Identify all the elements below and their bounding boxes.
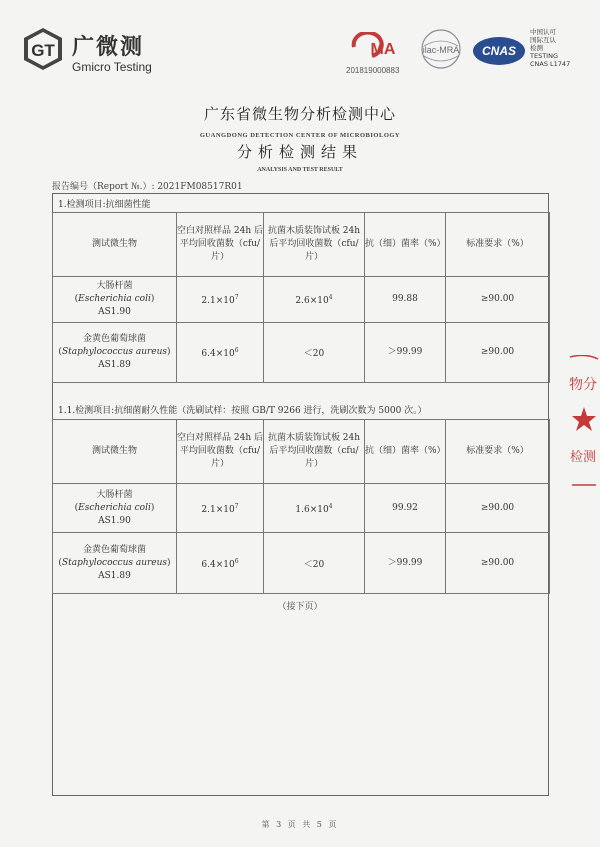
- rate-cell: 99.88: [365, 277, 446, 323]
- ilac-mra-mark: [414, 28, 468, 74]
- organism-cell: 金黄色葡萄球菌 (Staphylococcus aureus) AS1.89: [53, 533, 177, 594]
- header-cell: 抗（细）菌率（%）: [365, 213, 446, 277]
- section-title: 1.1.检测项目:抗细菌耐久性能（洗刷试样：按照 GB/T 9266 进行，洗刷次数为 5000 次。）: [58, 406, 427, 416]
- header-cell: 测试微生物: [53, 420, 177, 484]
- result-title-en: ANALYSIS AND TEST RESULT: [257, 167, 343, 173]
- header-cell: 空白对照样品 24h 后平均回收菌数（cfu/片）: [177, 420, 264, 484]
- svg-text:MA: MA: [370, 41, 396, 58]
- standard-cell: ≥90.00: [446, 533, 550, 594]
- header-cell: 空白对照样品 24h 后平均回收菌数（cfu/片）: [177, 213, 264, 277]
- page-number: 第 3 页 共 5 页: [261, 820, 339, 829]
- table-row: [53, 323, 550, 383]
- svg-text:GT: GT: [31, 41, 55, 60]
- organism-cell: 大肠杆菌 (Escherichia coli) AS1.90: [53, 484, 177, 533]
- svg-text:ilac-MRA: ilac-MRA: [422, 45, 460, 55]
- rate-cell: 99.92: [365, 484, 446, 533]
- rate-cell: ＞99.99: [365, 323, 446, 383]
- cnas-mark: [472, 36, 526, 66]
- official-seal: [566, 355, 600, 490]
- sample-count-cell: $2.6\times 10^4$: [264, 277, 365, 323]
- cma-number: 201819000883: [346, 66, 400, 75]
- section-title: 1.检测项目:抗细菌性能: [58, 200, 151, 210]
- organism-cell: 大肠杆菌 (Escherichia coli) AS1.90: [53, 277, 177, 323]
- sample-count-cell: ＜20: [264, 323, 365, 383]
- cnas-accreditation-text: 中国认可 国际互认 检测 TESTING CNAS L1747: [530, 28, 571, 68]
- sample-count-cell: $1.6\times 10^4$: [264, 484, 365, 533]
- gmicro-logo: [20, 26, 66, 72]
- header-cell: 抗（细）菌率（%）: [365, 420, 446, 484]
- table-row: [53, 484, 550, 533]
- header-cell: 测试微生物: [53, 213, 177, 277]
- header-cell: 抗菌木质装饰试板 24h 后平均回收菌数（cfu/片）: [264, 213, 365, 277]
- svg-text:物分: 物分: [569, 377, 597, 393]
- standard-cell: ≥90.00: [446, 277, 550, 323]
- control-count-cell: $2.1\times 10^7$: [177, 277, 264, 323]
- control-count-cell: $2.1\times 10^7$: [177, 484, 264, 533]
- control-count-cell: $6.4\times 10^6$: [177, 533, 264, 594]
- rate-cell: ＞99.99: [365, 533, 446, 594]
- header-cell: 抗菌木质装饰试板 24h 后平均回收菌数（cfu/片）: [264, 420, 365, 484]
- table-row: [53, 277, 550, 323]
- svg-text:检测: 检测: [569, 450, 597, 465]
- svg-text:CNAS: CNAS: [481, 44, 517, 58]
- report-number: 报告编号（Report №.）: 2021FM08517R01: [52, 182, 243, 192]
- brand-name-en: Gmicro Testing: [72, 60, 152, 74]
- cma-mark: [350, 32, 404, 62]
- center-title-cn: 广东省微生物分析检测中心: [203, 105, 396, 123]
- sample-count-cell: ＜20: [264, 533, 365, 594]
- standard-cell: ≥90.00: [446, 484, 550, 533]
- brand-name-cn: 广微测: [72, 35, 145, 60]
- standard-cell: ≥90.00: [446, 323, 550, 383]
- result-title-cn: 分析检测结果: [236, 143, 363, 161]
- continued-note: （接下页）: [277, 602, 323, 612]
- table-row: [53, 533, 550, 594]
- center-title-en: GUANGDONG DETECTION CENTER OF MICROBIOLOGY: [199, 132, 401, 139]
- header-cell: 标准要求（%）: [446, 213, 550, 277]
- header-cell: 标准要求（%）: [446, 420, 550, 484]
- organism-cell: 金黄色葡萄球菌 (Staphylococcus aureus) AS1.89: [53, 323, 177, 383]
- control-count-cell: $6.4\times 10^6$: [177, 323, 264, 383]
- table-header-row: [53, 213, 550, 277]
- results-table: [52, 212, 550, 383]
- table-header-row: [53, 420, 550, 484]
- durability-results-table: [52, 419, 550, 594]
